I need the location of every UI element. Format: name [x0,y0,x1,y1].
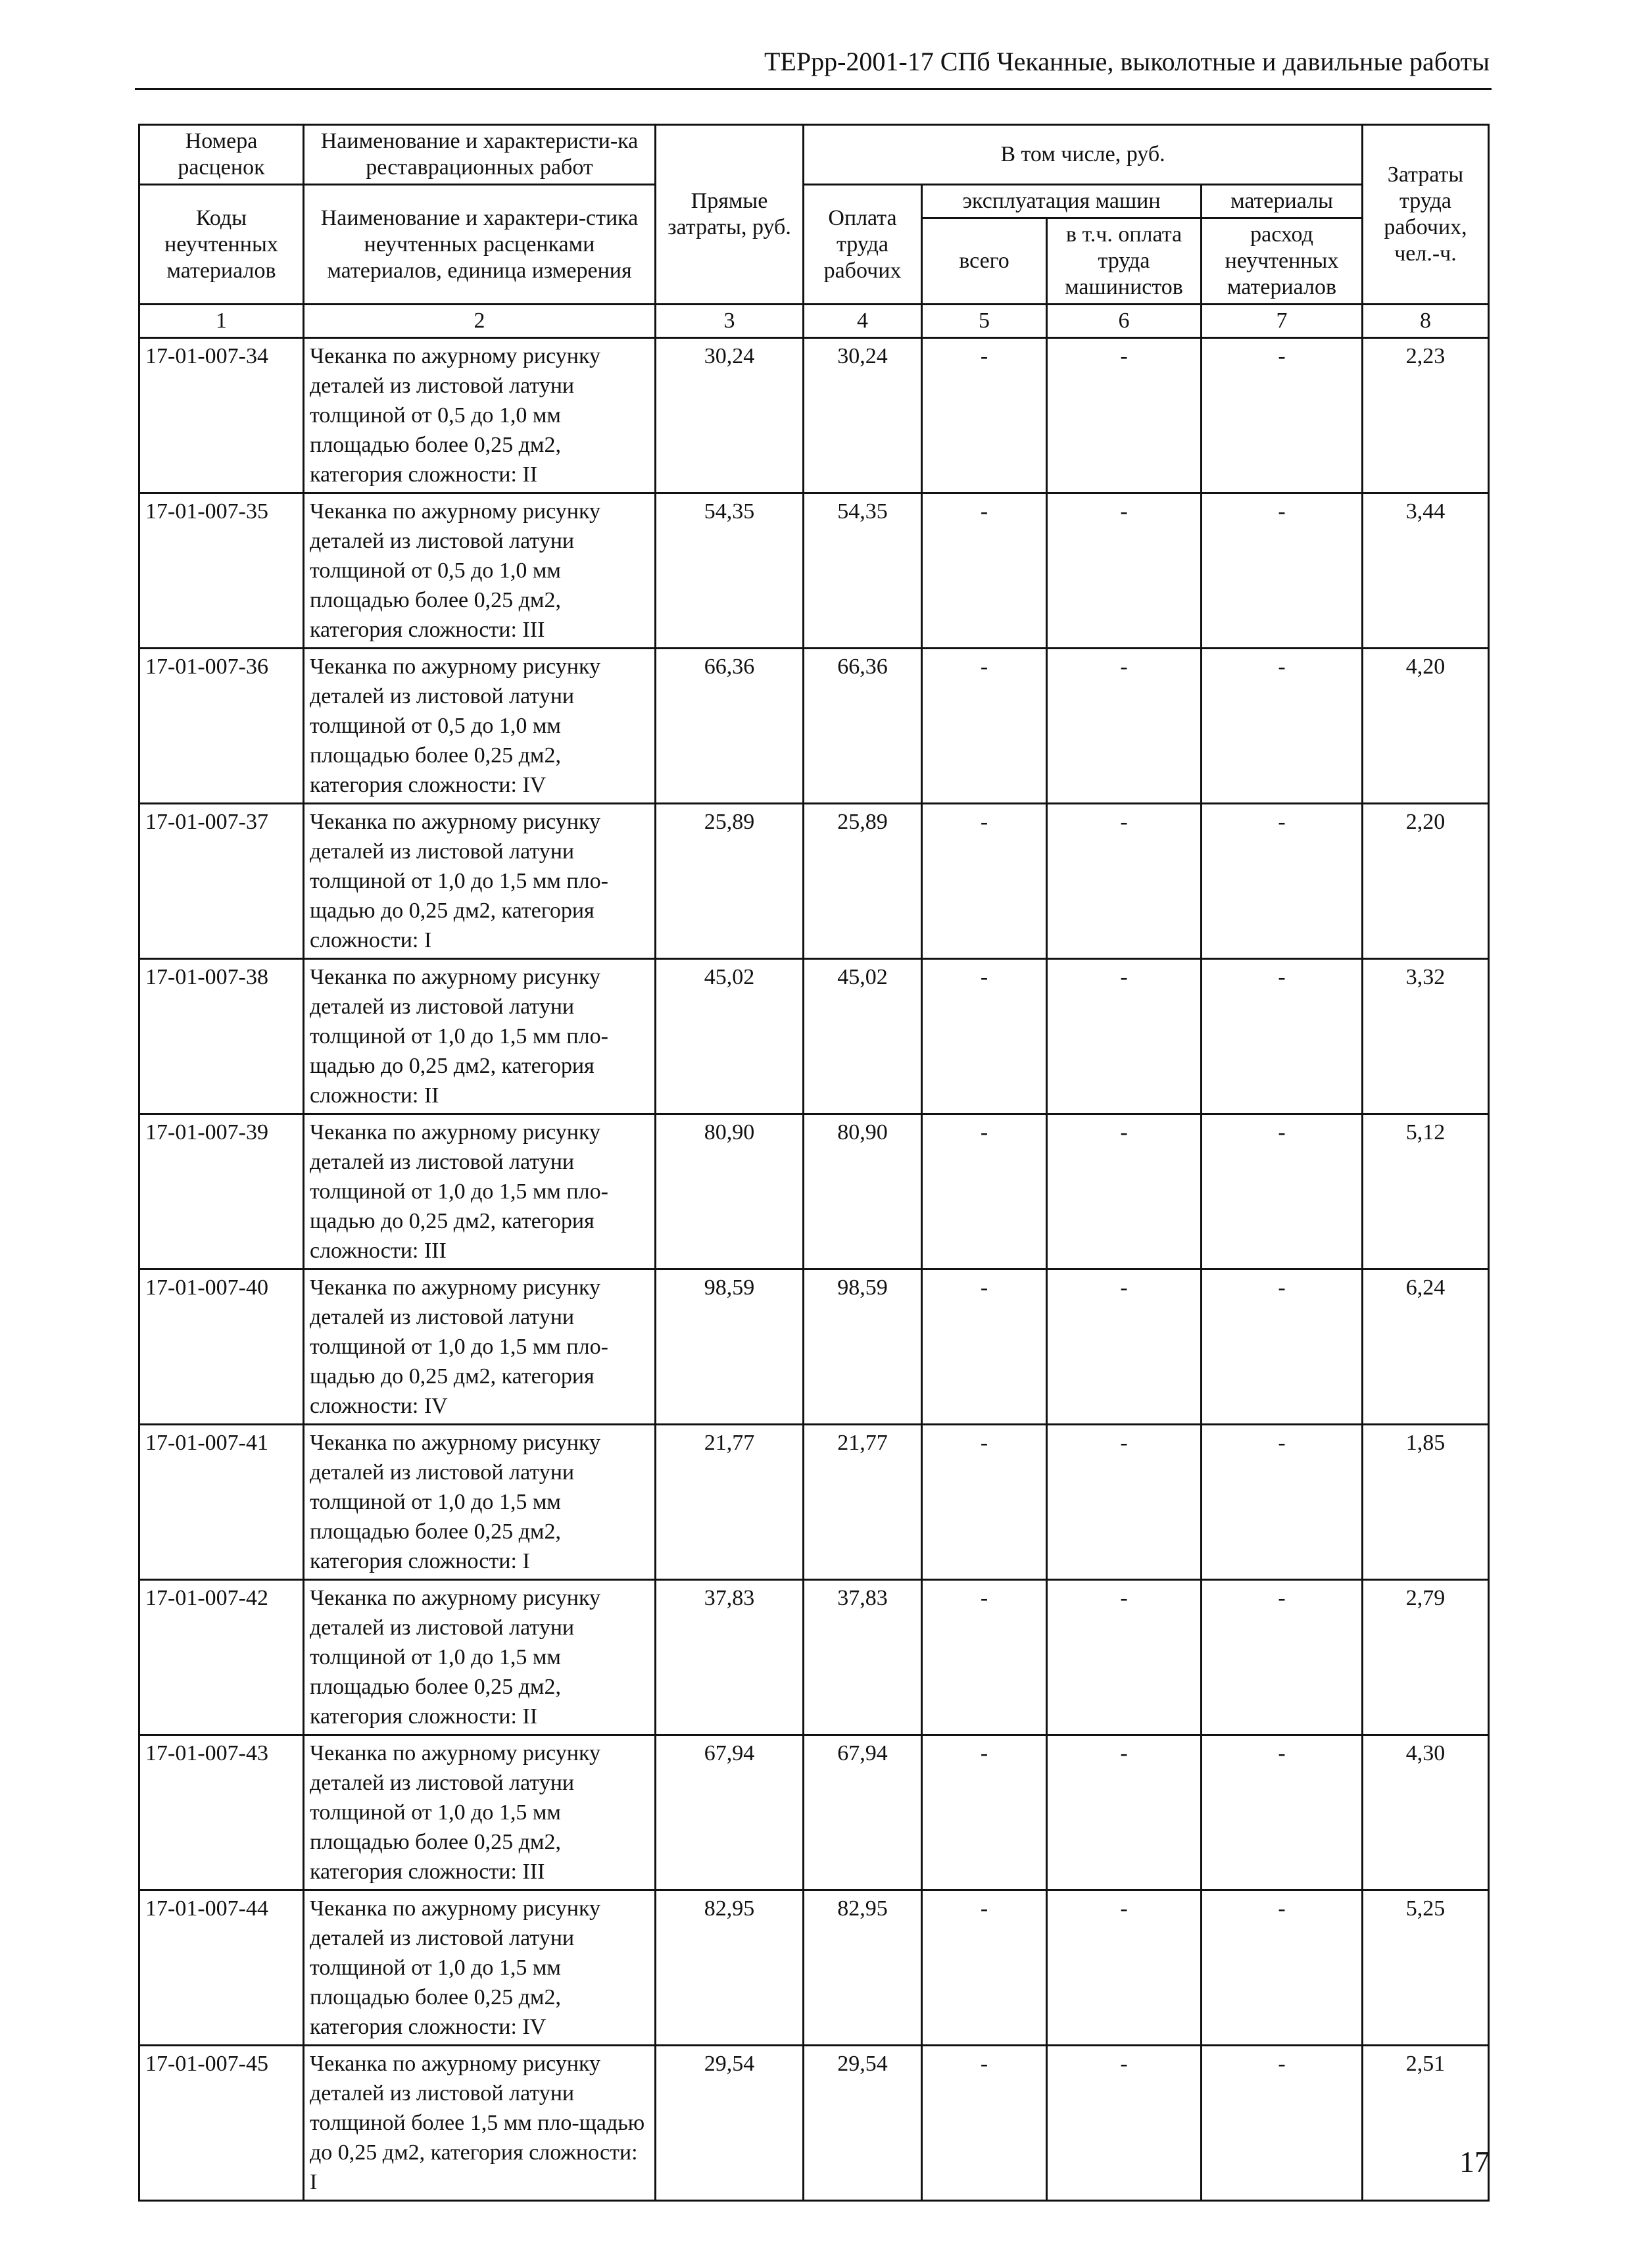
rate-code-cell: 17-01-007-42 [139,1580,304,1735]
column-number-row [139,305,1489,338]
worker-wages-cell: 66,36 [804,649,922,804]
header-direct-costs: Прямые затраты, руб. [656,125,804,305]
unaccounted-materials-cell: - [1202,338,1363,493]
rate-code-cell: 17-01-007-38 [139,959,304,1114]
labor-hours-cell: 2,51 [1363,2046,1489,2201]
machinist-wages-cell: - [1047,1270,1202,1425]
machines-total-cell: - [922,2046,1047,2201]
labor-hours-cell: 5,12 [1363,1114,1489,1270]
table-row [139,804,1489,959]
worker-wages-cell: 30,24 [804,338,922,493]
page-number: 17 [1459,2145,1490,2179]
worker-wages-cell: 67,94 [804,1735,922,1890]
worker-wages-cell: 80,90 [804,1114,922,1270]
machinist-wages-cell: - [1047,959,1202,1114]
unaccounted-materials-cell: - [1202,959,1363,1114]
direct-costs-cell: 25,89 [656,804,804,959]
header-machines-total: всего [922,218,1047,305]
header-labor-hours: Затраты труда рабочих, чел.-ч. [1363,125,1489,305]
header-materials: материалы [1202,185,1363,218]
column-number: 4 [804,305,922,338]
table-row [139,1114,1489,1270]
machines-total-cell: - [922,1425,1047,1580]
table-row [139,1425,1489,1580]
worker-wages-cell: 82,95 [804,1890,922,2046]
unaccounted-materials-cell: - [1202,1425,1363,1580]
unaccounted-materials-cell: - [1202,2046,1363,2201]
direct-costs-cell: 37,83 [656,1580,804,1735]
header-material-name: Наименование и характери-стика неучтенных расценками материалов, единица измерения [304,185,656,305]
rates-table [138,124,1490,2202]
worker-wages-cell: 98,59 [804,1270,922,1425]
rate-code-cell: 17-01-007-45 [139,2046,304,2201]
table-row [139,1735,1489,1890]
work-description-cell: Чеканка по ажурному рисунку деталей из листовой латуни толщиной от 1,0 до 1,5 мм пло-щадью до 0,25 дм2, категория сложности: III [304,1114,656,1270]
machines-total-cell: - [922,338,1047,493]
header-including-group: В том числе, руб. [804,125,1363,185]
labor-hours-cell: 2,23 [1363,338,1489,493]
unaccounted-materials-cell: - [1202,1580,1363,1735]
worker-wages-cell: 37,83 [804,1580,922,1735]
direct-costs-cell: 45,02 [656,959,804,1114]
header-work-name: Наименование и характеристи-ка реставрационных работ [304,125,656,185]
unaccounted-materials-cell: - [1202,649,1363,804]
labor-hours-cell: 3,44 [1363,493,1489,649]
table-row [139,959,1489,1114]
header-worker-wages: Оплата труда рабочих [804,185,922,305]
rate-code-cell: 17-01-007-44 [139,1890,304,2046]
labor-hours-cell: 6,24 [1363,1270,1489,1425]
machinist-wages-cell: - [1047,1735,1202,1890]
column-number: 5 [922,305,1047,338]
machinist-wages-cell: - [1047,1580,1202,1735]
table-row [139,493,1489,649]
direct-costs-cell: 98,59 [656,1270,804,1425]
rate-code-cell: 17-01-007-34 [139,338,304,493]
rate-code-cell: 17-01-007-37 [139,804,304,959]
labor-hours-cell: 5,25 [1363,1890,1489,2046]
worker-wages-cell: 45,02 [804,959,922,1114]
rate-code-cell: 17-01-007-40 [139,1270,304,1425]
table-row [139,1890,1489,2046]
header-rule [135,88,1492,90]
column-number: 8 [1363,305,1489,338]
direct-costs-cell: 21,77 [656,1425,804,1580]
machinist-wages-cell: - [1047,338,1202,493]
worker-wages-cell: 29,54 [804,2046,922,2201]
unaccounted-materials-cell: - [1202,1270,1363,1425]
direct-costs-cell: 66,36 [656,649,804,804]
unaccounted-materials-cell: - [1202,804,1363,959]
machines-total-cell: - [922,1114,1047,1270]
machines-total-cell: - [922,959,1047,1114]
labor-hours-cell: 2,79 [1363,1580,1489,1735]
header-unaccounted-materials: расход неучтенных материалов [1202,218,1363,305]
unaccounted-materials-cell: - [1202,493,1363,649]
machines-total-cell: - [922,1890,1047,2046]
header-rate-numbers: Номера расценок [139,125,304,185]
work-description-cell: Чеканка по ажурному рисунку деталей из листовой латуни толщиной от 1,0 до 1,5 мм пло-щадью до 0,25 дм2, категория сложности: IV [304,1270,656,1425]
work-description-cell: Чеканка по ажурному рисунку деталей из листовой латуни толщиной более 1,5 мм пло-щадью до 0,25 дм2, категория сложности: I [304,2046,656,2201]
table-row [139,649,1489,804]
machines-total-cell: - [922,493,1047,649]
direct-costs-cell: 29,54 [656,2046,804,2201]
labor-hours-cell: 4,30 [1363,1735,1489,1890]
direct-costs-cell: 30,24 [656,338,804,493]
work-description-cell: Чеканка по ажурному рисунку деталей из листовой латуни толщиной от 0,5 до 1,0 мм площадью более 0,25 дм2, категория сложности: IV [304,649,656,804]
direct-costs-cell: 80,90 [656,1114,804,1270]
machinist-wages-cell: - [1047,1425,1202,1580]
labor-hours-cell: 1,85 [1363,1425,1489,1580]
unaccounted-materials-cell: - [1202,1890,1363,2046]
labor-hours-cell: 2,20 [1363,804,1489,959]
table-row [139,1270,1489,1425]
direct-costs-cell: 82,95 [656,1890,804,2046]
work-description-cell: Чеканка по ажурному рисунку деталей из листовой латуни толщиной от 1,0 до 1,5 мм площадью более 0,25 дм2, категория сложности: I [304,1425,656,1580]
column-number: 3 [656,305,804,338]
table-row [139,338,1489,493]
direct-costs-cell: 67,94 [656,1735,804,1890]
machines-total-cell: - [922,1580,1047,1735]
table-row [139,1580,1489,1735]
direct-costs-cell: 54,35 [656,493,804,649]
machinist-wages-cell: - [1047,1114,1202,1270]
page-header: ТЕРрр-2001-17 СПб Чеканные, выколотные и давильные работы [764,47,1490,76]
rate-code-cell: 17-01-007-41 [139,1425,304,1580]
work-description-cell: Чеканка по ажурному рисунку деталей из листовой латуни толщиной от 1,0 до 1,5 мм площадью более 0,25 дм2, категория сложности: IV [304,1890,656,2046]
machinist-wages-cell: - [1047,493,1202,649]
labor-hours-cell: 4,20 [1363,649,1489,804]
worker-wages-cell: 25,89 [804,804,922,959]
header-machine-operation: эксплуатация машин [922,185,1202,218]
work-description-cell: Чеканка по ажурному рисунку деталей из листовой латуни толщиной от 0,5 до 1,0 мм площадью более 0,25 дм2, категория сложности: III [304,493,656,649]
machines-total-cell: - [922,649,1047,804]
machinist-wages-cell: - [1047,649,1202,804]
work-description-cell: Чеканка по ажурному рисунку деталей из листовой латуни толщиной от 1,0 до 1,5 мм площадью более 0,25 дм2, категория сложности: II [304,1580,656,1735]
machinist-wages-cell: - [1047,804,1202,959]
column-number: 2 [304,305,656,338]
machinist-wages-cell: - [1047,1890,1202,2046]
worker-wages-cell: 54,35 [804,493,922,649]
work-description-cell: Чеканка по ажурному рисунку деталей из листовой латуни толщиной от 1,0 до 1,5 мм площадью более 0,25 дм2, категория сложности: III [304,1735,656,1890]
machines-total-cell: - [922,1735,1047,1890]
rate-code-cell: 17-01-007-35 [139,493,304,649]
machinist-wages-cell: - [1047,2046,1202,2201]
unaccounted-materials-cell: - [1202,1735,1363,1890]
work-description-cell: Чеканка по ажурному рисунку деталей из листовой латуни толщиной от 1,0 до 1,5 мм пло-щадью до 0,25 дм2, категория сложности: I [304,804,656,959]
labor-hours-cell: 3,32 [1363,959,1489,1114]
column-number: 7 [1202,305,1363,338]
rate-code-cell: 17-01-007-43 [139,1735,304,1890]
machines-total-cell: - [922,1270,1047,1425]
work-description-cell: Чеканка по ажурному рисунку деталей из листовой латуни толщиной от 1,0 до 1,5 мм пло-щадью до 0,25 дм2, категория сложности: II [304,959,656,1114]
header-machinist-wages: в т.ч. оплата труда машинистов [1047,218,1202,305]
unaccounted-materials-cell: - [1202,1114,1363,1270]
header-material-codes: Коды неучтенных материалов [139,185,304,305]
rate-code-cell: 17-01-007-36 [139,649,304,804]
work-description-cell: Чеканка по ажурному рисунку деталей из листовой латуни толщиной от 0,5 до 1,0 мм площадью более 0,25 дм2, категория сложности: II [304,338,656,493]
table-row [139,2046,1489,2201]
rate-code-cell: 17-01-007-39 [139,1114,304,1270]
column-number: 6 [1047,305,1202,338]
worker-wages-cell: 21,77 [804,1425,922,1580]
column-number: 1 [139,305,304,338]
machines-total-cell: - [922,804,1047,959]
